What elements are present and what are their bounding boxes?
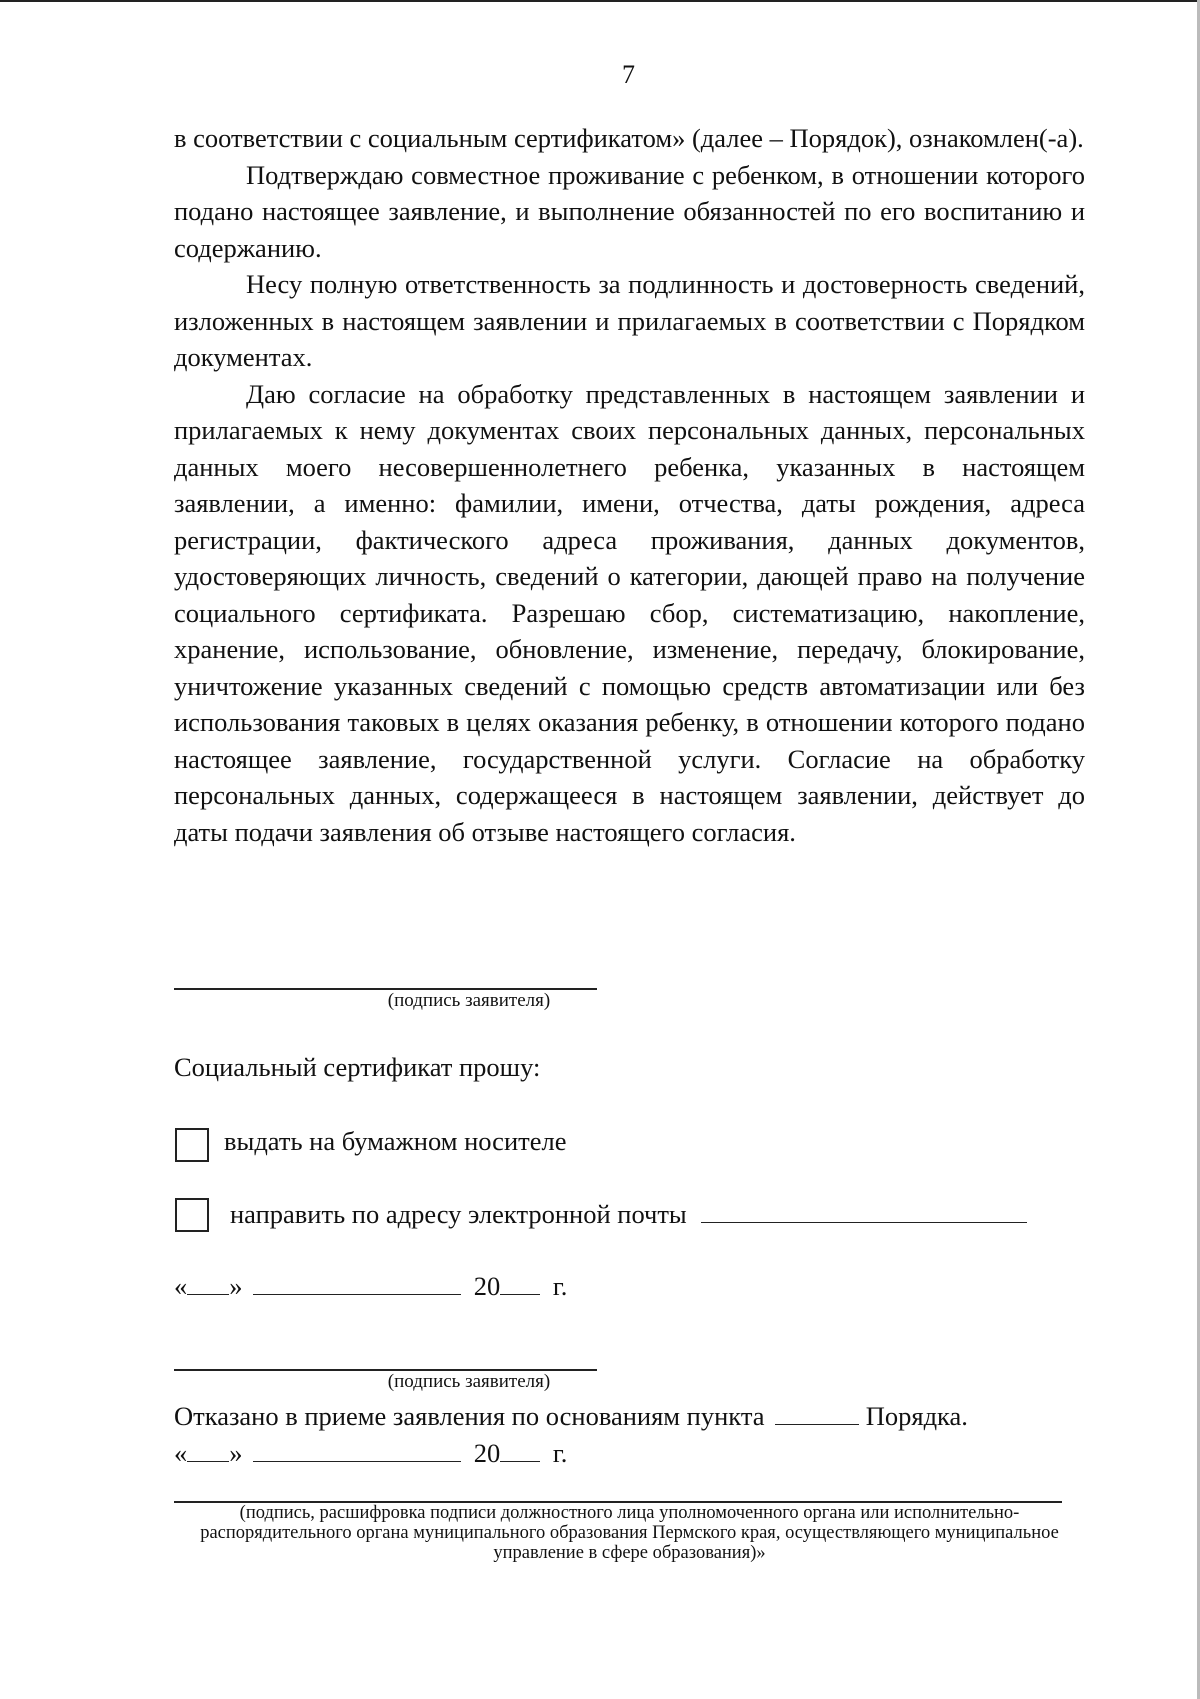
paper-option-checkbox[interactable] (175, 1128, 209, 1162)
month-field[interactable] (253, 1268, 461, 1295)
year-prefix-2: 20 (473, 1438, 501, 1468)
paragraph-4: Даю согласие на обработку представленных в настоящем заявлении и прилагаемых к нему документах своих персональных данных, персональных данных моего несовершеннолетнего ребенка, указанных в настоящем заявлении, а именно: фамилии, имени, отчества, даты рождения, адреса регистрации, фактического адреса проживания, данных документов, удостоверяющих личность, сведений о категории, дающей право на получение социального сертификата. Разрешаю сбор, систематизацию, накопление, хранение, использование, обновление, изменение, передачу, блокирование, уничтожение указанных сведений с помощью средств автоматизации или без использования таковых в целях оказания ребенку, в отношении которого подано настоящее заявление, государственной услуги. Согласие на обработку персональных данных, содержащееся в настоящем заявлении, действует до даты подачи заявления об отзыве настоящего согласия. (174, 378, 1085, 847)
date-close-quote: » (229, 1271, 243, 1301)
application-date-line (174, 1268, 567, 1302)
applicant-signature-caption-2: (подпись заявителя) (387, 1371, 551, 1392)
year-field-2[interactable] (500, 1435, 540, 1462)
paper-option-label: выдать на бумажном носителе (224, 1126, 567, 1156)
year-field[interactable] (500, 1268, 540, 1295)
certificate-request-heading: Социальный сертификат прошу: (174, 1052, 541, 1082)
refusal-date-line (174, 1435, 567, 1469)
year-prefix: 20 (473, 1271, 501, 1301)
day-field-2[interactable] (187, 1435, 229, 1462)
paragraph-3: Несу полную ответственность за подлинность и достоверность сведений, изложенных в настоящем заявлении и прилагаемых в соответствии с Порядком документах. (174, 269, 1085, 372)
month-field-2[interactable] (253, 1435, 461, 1462)
email-option-checkbox[interactable] (175, 1198, 209, 1232)
year-suffix: г. (552, 1271, 568, 1301)
paragraph-2: Подтверждаю совместное проживание с ребенком, в отношении которого подано настоящее заявление, и выполнение обязанностей по его воспитанию и содержанию. (174, 159, 1085, 263)
email-address-field[interactable] (701, 1196, 1027, 1223)
refusal-suffix: Порядка. (865, 1401, 968, 1431)
refusal-clause-field[interactable] (775, 1398, 859, 1425)
page-edge-top (0, 0, 1200, 2)
email-option-label (230, 1196, 1027, 1230)
date-open-quote: « (174, 1271, 188, 1301)
day-field[interactable] (187, 1268, 229, 1295)
year-suffix-2: г. (552, 1438, 568, 1468)
applicant-signature-caption-1: (подпись заявителя) (387, 990, 551, 1011)
date-close-quote-2: » (229, 1438, 243, 1468)
page-number: 7 (622, 60, 635, 89)
email-option-text: направить по адресу электронной почты (230, 1199, 687, 1229)
date-open-quote-2: « (174, 1438, 188, 1468)
document-body (174, 120, 1085, 850)
official-signature-caption: (подпись, расшифровка подписи должностного лица уполномоченного органа или исполнительно-распорядительного органа муниципального образования Пермского края, осуществляющего муниципальное управление в сфере образования)» (200, 1503, 1059, 1563)
refusal-text: Отказано в приеме заявления по основаниям пункта (174, 1401, 765, 1431)
refusal-line (174, 1398, 968, 1432)
paragraph-1: в соответствии с социальным сертификатом» (далее – Порядок), ознакомлен(-а). (174, 123, 1084, 153)
